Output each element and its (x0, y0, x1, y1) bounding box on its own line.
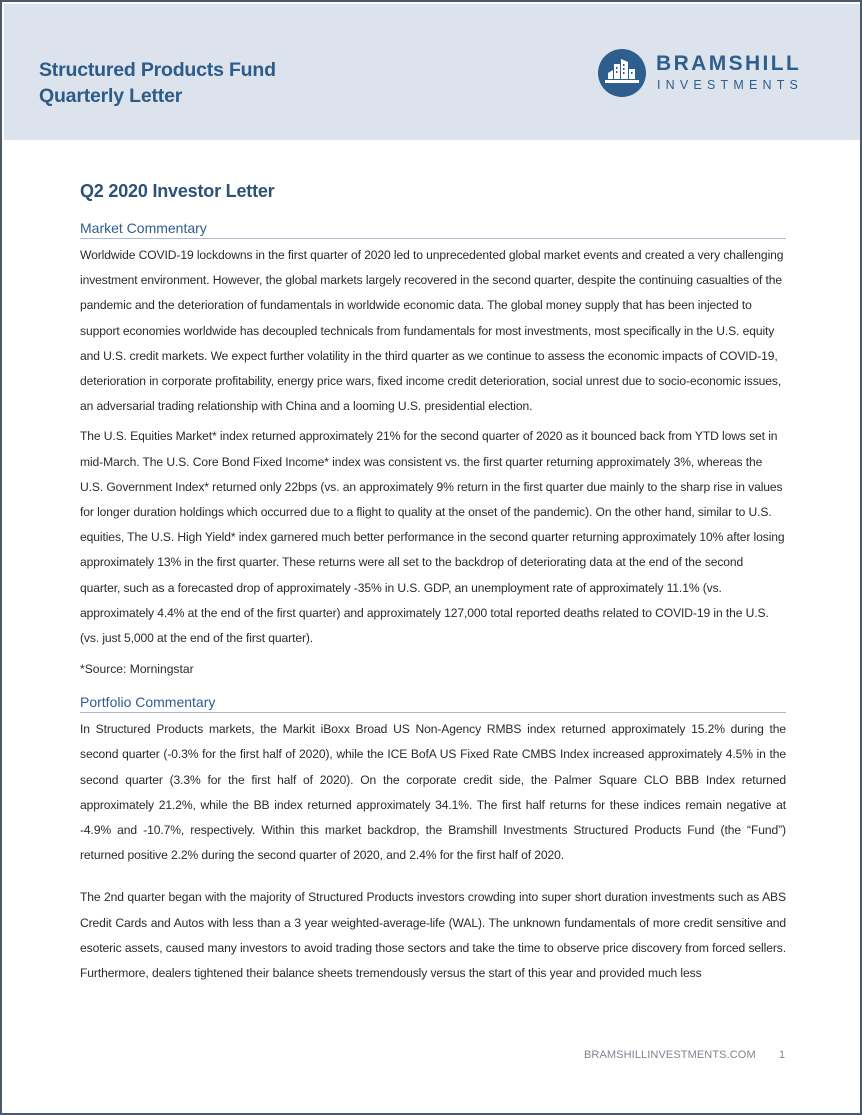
logo-name: BRAMSHILL (656, 52, 802, 75)
fund-title (39, 57, 276, 109)
fund-title-line2: Quarterly Letter (39, 85, 183, 107)
logo-subtitle: INVESTMENTS (657, 78, 804, 92)
building-logo-icon (597, 48, 647, 98)
portfolio-paragraph-1: In Structured Products markets, the Markit iBoxx Broad US Non-Agency RMBS index returned approximately 15.2% during the second quarter (-0.3% for the first half of 2020), while the ICE BofA US Fixed Rate CMBS Index increased approximately 4.5% in the second quarter (3.3% for the first half of 2020). On the corporate credit side, the Palmer Square CLO BBB Index returned approximately 21.2%, while the BB index returned approximately 34.1%. The first half returns for these indices remain negative at -4.9% and -10.7%, respectively. Within this market backdrop, the Bramshill Investments Structured Products Fund (the “Fund”) returned positive 2.2% during the second quarter of 2020, and 2.4% for the first half of 2020. (80, 722, 786, 863)
bramshill-logo (597, 48, 822, 100)
market-paragraph-1: Worldwide COVID-19 lockdowns in the first quarter of 2020 led to unprecedented global market events and created a very challenging investment environment. However, the global markets largely recovered in the second quarter, despite the continuing casualties of the pandemic and the deterioration of fundamentals in worldwide economic data. The global money supply that has been injected to support economies worldwide has decoupled technicals from fundamentals for most investments, most specifically in the U.S. equity and U.S. credit markets. We expect further volatility in the third quarter as we continue to assess the economic impacts of COVID-19, deterioration in corporate profitability, energy price wars, fixed income credit deterioration, social unrest due to socio-economic issues, an adversarial trading relationship with China and a looming U.S. presidential election. (80, 248, 784, 414)
page-number: 1 (779, 1049, 786, 1061)
portfolio-paragraph-2: The 2nd quarter began with the majority of Structured Products investors crowding into super short duration investments such as ABS Credit Cards and Autos with less than a 3 year weighted-average-life (WAL). The unknown fundamentals of more credit sensitive and esoteric assets, caused many investors to avoid trading those sectors and take the time to observe price discovery from forced sellers. Furthermore, dealers tightened their balance sheets tremendously versus the start of this year and provided much less (80, 890, 786, 981)
portfolio-commentary-heading: Portfolio Commentary (80, 693, 786, 713)
market-paragraph-2: The U.S. Equities Market* index returned approximately 21% for the second quarter of 2020 as it bounced back from YTD lows set in mid-March. The U.S. Core Bond Fixed Income* index was consistent vs. the first quarter returning approximately 3%, whereas the U.S. Government Index* returned only 22bps (vs. an approximately 9% return in the first quarter due mainly to the sharp rise in values for longer duration holdings which occurred due to a flight to quality at the onset of the pandemic). On the other hand, similar to U.S. equities, The U.S. High Yield* index garnered much better performance in the second quarter returning approximately 10% after losing approximately 13% in the first quarter. These returns were all set to the backdrop of deteriorating data at the end of the second quarter, such as a forecasted drop of approximately -35% in U.S. GDP, an unemployment rate of approximately 11.1% (vs. approximately 4.4% at the end of the first quarter) and approximately 127,000 total reported deaths related to COVID-19 in the U.S. (vs. just 5,000 at the end of the first quarter). (80, 429, 785, 646)
source-note: *Source: Morningstar (80, 662, 194, 677)
fund-title-line1: Structured Products Fund (39, 59, 276, 81)
footer-url[interactable]: BRAMSHILLINVESTMENTS.COM (584, 1049, 756, 1061)
letter-content (80, 178, 786, 991)
market-commentary-heading: Market Commentary (80, 219, 786, 239)
page-title: Q2 2020 Investor Letter (80, 181, 275, 201)
